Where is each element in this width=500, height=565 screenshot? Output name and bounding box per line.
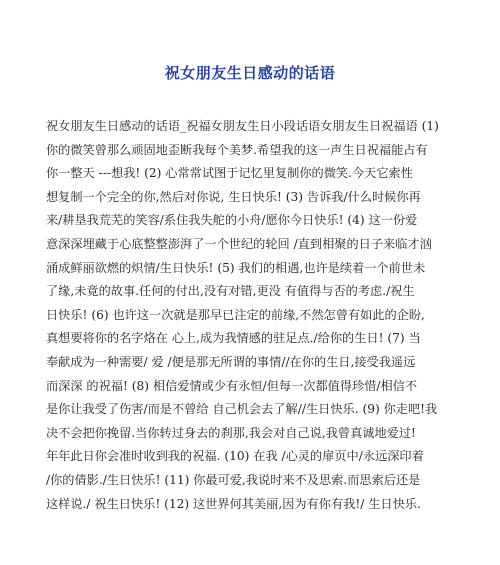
body-line: 这样说./ 祝生日快乐! (12) 这世界何其美丽,因为有你有我!/ 生日快乐.: [46, 496, 421, 511]
page-bottom-fade: [0, 553, 500, 565]
body-line: 你的微笑曾那么顽固地歪断我每个美梦.希望我的这一声生日祝福能占有: [46, 142, 428, 157]
body-line: 意深深埋藏于心底整整澎湃了一个世纪的轮回 /直到相聚的日子来临才汹: [46, 236, 432, 251]
body-line: 奉献成为一种需要/ 爱 /便是那无所谓的事情//在你的生日,接受我遥远: [46, 354, 416, 369]
body-line: 想复制一个完全的你,然后对你说, 生日快乐! (3) 告诉我/什么时候你再: [46, 189, 421, 204]
body-line: 来/耕垦我荒芜的笑容/系住我失舵的小舟/愿你今日快乐! (4) 这一份爱: [46, 213, 418, 228]
document-title: 祝女朋友生日感动的话语: [164, 64, 336, 82]
body-line: 祝女朋友生日感动的话语_祝福女朋友生日小段话语女朋友生日祝福语 (1): [46, 119, 439, 133]
body-line: 而深深 的祝福! (8) 相信爱情或少有永恒/但每一次都值得珍惜/相信不: [46, 378, 418, 393]
body-line: 真想要将你的名字烙在 心上,成为我情感的驻足点./给你的生日! (7) 当: [46, 331, 421, 346]
body-line: 日快乐! (6) 也许这一次就是那早已注定的前缘,不然怎曾有如此的企盼,: [46, 307, 425, 322]
body-line: 决不会把你挽留.当你转过身去的刹那,我会对自己说,我曾真诚地爱过!: [46, 425, 416, 440]
body-line: 年年此日你会准时收到我的祝福. (10) 在我 /心灵的扉页中/永远深印着: [46, 449, 424, 464]
body-line: 了缘,未竟的故事.任何的付出,没有对错,更没 有值得与否的考虑./祝生: [46, 284, 415, 299]
body-line: /你的倩影./生日快乐! (11) 你最可爱,我说时来不及思索.而思索后还是: [46, 472, 421, 487]
body-line: 涌成鲜丽欲燃的炽情/生日快乐! (5) 我们的相遇,也许是续着一个前世未: [46, 260, 426, 275]
body-line: 你一整天 ---想我! (2) 心常常试图于记忆里复制你的微笑.今天它索性: [46, 166, 413, 181]
document-body: [46, 115, 476, 516]
body-line: 是你让我受了伤害/而是不曾给 自己机会去了解//生日快乐. (9) 你走吧!我: [46, 402, 438, 417]
